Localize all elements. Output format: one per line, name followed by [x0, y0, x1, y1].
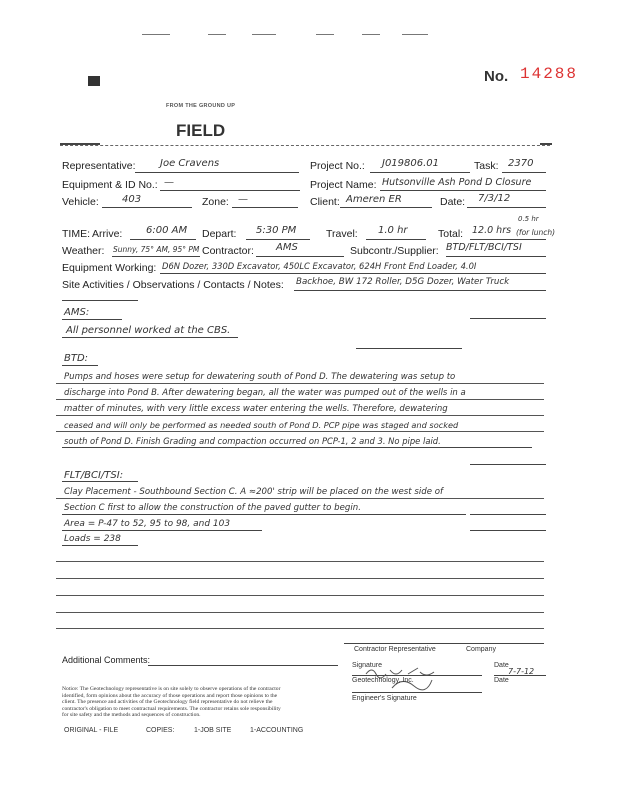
- client-label: Client:: [310, 196, 340, 208]
- total-note[interactable]: (for lunch): [516, 228, 556, 237]
- top-tick-1: [142, 34, 170, 35]
- representative-value[interactable]: Joe Cravens: [160, 158, 220, 169]
- date-line: [467, 207, 546, 208]
- flt-line-4[interactable]: Loads = 238: [64, 534, 121, 544]
- subcontr-value[interactable]: BTD/FLT/BCI/TSI: [446, 242, 522, 253]
- time-label: TIME:: [62, 228, 90, 240]
- arrive-label: Arrive:: [92, 228, 123, 240]
- btd-rule-5: [62, 447, 532, 448]
- additional-comments-label: Additional Comments:: [62, 655, 151, 665]
- subcontr-label: Subcontr./Supplier:: [350, 245, 439, 257]
- travel-value[interactable]: 1.0 hr: [378, 225, 408, 236]
- flt-rule-2: [62, 514, 466, 515]
- ams-heading[interactable]: AMS:: [64, 307, 90, 318]
- depart-value[interactable]: 5:30 PM: [256, 225, 297, 236]
- engineer-sig-line: [352, 692, 482, 693]
- btd-rule-2: [56, 399, 544, 400]
- top-tick-2: [208, 34, 226, 35]
- depart-label: Depart:: [202, 228, 237, 240]
- weather-line: [112, 256, 200, 257]
- company-label: Company: [466, 646, 496, 653]
- notice-line-2: identified, form opinions about the accuracy of those operations and report those opinions to the: [62, 692, 278, 699]
- notice-line-5: for site safety and the methods and sequences of construction.: [62, 712, 201, 719]
- project-name-line: [380, 190, 546, 191]
- ams-heading-line: [62, 319, 122, 320]
- contractor-rep-line: [344, 643, 544, 644]
- notice-line-1: Notice: The Geotechnology representative is on site solely to observe operations of the contractor: [62, 686, 281, 692]
- blank-rule-2: [56, 578, 544, 579]
- btd-line-1[interactable]: Pumps and hoses were setup for dewatering south of Pond D. The dewatering was setup to: [64, 372, 456, 382]
- engineer-sig-label: Engineer's Signature: [352, 695, 417, 702]
- equipment-working-line: [160, 273, 546, 274]
- top-tick-4: [316, 34, 334, 35]
- btd-rule-3: [56, 415, 544, 416]
- btd-line-3[interactable]: matter of minutes, with very little excess water entering the wells. Therefore, dewatering: [64, 404, 448, 414]
- flt-heading[interactable]: FLT/BCI/TSI:: [64, 470, 124, 481]
- total-value[interactable]: 12.0 hrs: [472, 225, 512, 236]
- date-value[interactable]: 7/3/12: [478, 193, 511, 204]
- geotech-label: Geotechnology, Inc.: [352, 677, 414, 684]
- short-line-4: [470, 464, 546, 465]
- document-number: 14288: [520, 65, 579, 83]
- site-activities-line: [294, 290, 546, 291]
- site-activities-label: Site Activities / Observations / Contacts / Notes:: [62, 279, 284, 291]
- flt-rule-3b: [470, 530, 546, 531]
- flt-rule-2b: [470, 514, 546, 515]
- no-label: No.: [484, 68, 509, 85]
- contractor-label: Contractor:: [202, 245, 254, 257]
- accounting-label: 1-ACCOUNTING: [250, 727, 304, 734]
- flt-heading-line: [62, 481, 138, 482]
- depart-line: [246, 239, 310, 240]
- subcontr-line: [446, 256, 546, 257]
- btd-rule-1: [56, 383, 544, 384]
- flt-line-2[interactable]: Section C first to allow the construction of the paved gutter to begin.: [64, 503, 361, 513]
- client-value[interactable]: Ameren ER: [346, 194, 402, 205]
- zone-value[interactable]: —: [238, 194, 248, 205]
- blank-rule-4: [56, 612, 544, 613]
- weather-label: Weather:: [62, 245, 105, 257]
- sig-date-value[interactable]: 7-7-12: [508, 667, 535, 676]
- flt-line-1[interactable]: Clay Placement - Southbound Section C. A ≈200' strip will be placed on the west side of: [64, 487, 444, 497]
- additional-comments-line: [148, 665, 338, 666]
- header-divider-right: [540, 143, 552, 145]
- contractor-rep-label: Contractor Representative: [354, 646, 436, 653]
- task-value[interactable]: 2370: [508, 158, 534, 169]
- notice-line-4: contractor's obligation to meet contractual requirements. The contractor retains sole responsibility: [62, 705, 281, 712]
- btd-line-4[interactable]: ceased and will only be performed as needed south of Pond D. PCP pipe was staged and socked: [64, 420, 459, 430]
- equipment-line: [160, 190, 300, 191]
- top-tick-5: [362, 34, 380, 35]
- total-line: [470, 239, 546, 240]
- representative-label: Representative:: [62, 160, 136, 172]
- project-name-label: Project Name:: [310, 179, 377, 191]
- btd-line-5[interactable]: south of Pond D. Finish Grading and compaction occurred on PCP-1, 2 and 3. No pipe laid.: [64, 436, 441, 446]
- btd-heading[interactable]: BTD:: [64, 353, 89, 364]
- vehicle-value[interactable]: 403: [122, 194, 142, 205]
- header-divider: [60, 145, 550, 146]
- notice-line-3: client. The presence and activities of the Geotechnology field representative do not relieve the: [62, 699, 273, 706]
- total-label: Total:: [438, 228, 464, 240]
- client-line: [340, 207, 432, 208]
- page-title: FIELD: [176, 121, 226, 140]
- project-no-value[interactable]: J019806.01: [382, 158, 440, 169]
- top-tick-3: [252, 34, 276, 35]
- flt-rule-1: [56, 498, 544, 499]
- vehicle-label: Vehicle:: [62, 196, 99, 208]
- contractor-value[interactable]: AMS: [276, 242, 298, 253]
- corner-mark-icon: [88, 76, 100, 86]
- date-label-2: Date: [494, 677, 509, 684]
- total-superscript[interactable]: 0.5 hr: [518, 215, 539, 223]
- ams-line-1[interactable]: All personnel worked at the CBS.: [66, 325, 231, 336]
- task-label: Task:: [474, 160, 499, 172]
- signature-label: Signature: [352, 662, 382, 669]
- equipment-working-value[interactable]: D6N Dozer, 330D Excavator, 450LC Excavator, 624H Front End Loader, 4.0I: [162, 261, 477, 271]
- original-label: ORIGINAL - FILE: [64, 727, 119, 734]
- project-name-value[interactable]: Hutsonville Ash Pond D Closure: [382, 177, 532, 188]
- blank-rule-3: [56, 595, 544, 596]
- tagline: FROM THE GROUND UP: [166, 103, 236, 109]
- btd-rule-4: [56, 431, 544, 432]
- blank-rule-5: [56, 628, 544, 629]
- job-site-label: 1-JOB SITE: [194, 727, 232, 734]
- btd-heading-line: [62, 365, 98, 366]
- project-no-line: [370, 172, 470, 173]
- site-activities-value[interactable]: Backhoe, BW 172 Roller, D5G Dozer, Water Truck: [296, 277, 510, 287]
- equipment-working-label: Equipment Working:: [62, 262, 157, 274]
- weather-value[interactable]: Sunny, 75° AM, 95° PM: [113, 245, 200, 254]
- top-tick-6: [402, 34, 428, 35]
- flt-rule-3: [62, 530, 262, 531]
- project-no-label: Project No.:: [310, 160, 365, 172]
- flt-line-3[interactable]: Area = P-47 to 52, 95 to 98, and 103: [64, 519, 231, 529]
- short-line-1: [62, 300, 138, 301]
- flt-rule-4: [62, 545, 138, 546]
- short-line-3: [356, 348, 462, 349]
- ams-line-1-rule: [62, 337, 238, 338]
- equipment-label: Equipment & ID No.:: [62, 179, 158, 191]
- arrive-value[interactable]: 6:00 AM: [146, 225, 188, 236]
- btd-line-2[interactable]: discharge into Pond B. After dewatering began, all the water was pumped out of the wells in a: [64, 388, 466, 398]
- zone-line: [232, 207, 298, 208]
- date-label: Date:: [440, 196, 466, 208]
- task-line: [502, 172, 546, 173]
- arrive-line: [130, 239, 196, 240]
- short-line-2: [470, 318, 546, 319]
- vehicle-line: [102, 207, 192, 208]
- blank-rule-1: [56, 561, 544, 562]
- contractor-line: [256, 256, 344, 257]
- equipment-value[interactable]: —: [164, 177, 174, 188]
- representative-line: [135, 172, 299, 173]
- travel-line: [366, 239, 426, 240]
- copies-label: COPIES:: [146, 727, 175, 734]
- travel-label: Travel:: [326, 228, 358, 240]
- date-label-footer: Date: [494, 662, 509, 669]
- header-divider-left: [60, 143, 100, 145]
- zone-label: Zone:: [202, 196, 229, 208]
